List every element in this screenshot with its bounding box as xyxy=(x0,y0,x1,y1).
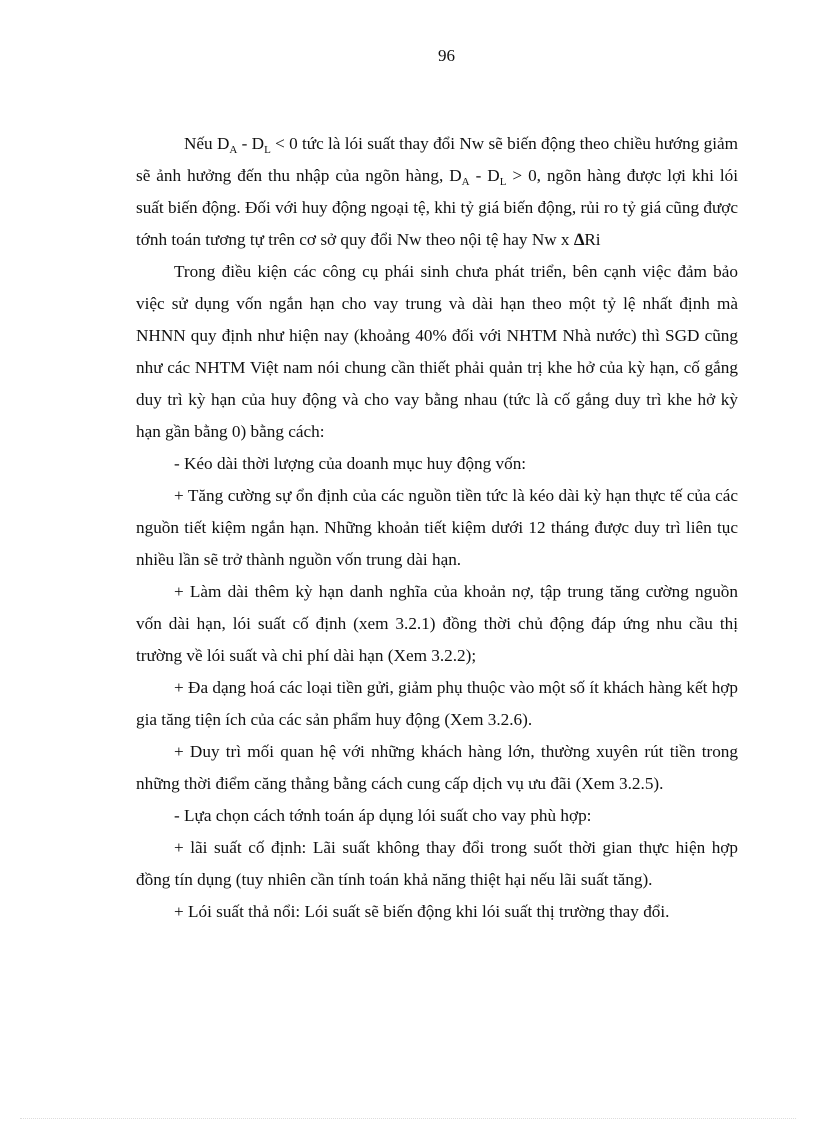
text-segment: - D xyxy=(469,166,500,185)
text-segment: Nếu D xyxy=(184,134,230,153)
paragraph: + Làm dài thêm kỳ hạn danh nghĩa của khoản nợ, tập trung tăng cường nguồn vốn dài hạn, lói suất cố định (xem 3.2.1) đồng thời chủ động đáp ứng nhu cầu thị trường về lói suất và chi phí dài hạn (Xem 3.2.2); xyxy=(136,582,738,665)
paragraph-interest-gap xyxy=(136,128,738,256)
text-segment: < 0 tức là lói suất thay đổi Nw sẽ biến động theo chiều hướng giảm sẽ ảnh hưởng đến thu nhập của ngõn hàng, D xyxy=(136,134,738,185)
subscript-a: A xyxy=(229,144,238,156)
paragraph: + Tăng cường sự ổn định của các nguồn tiền tức là kéo dài kỳ hạn thực tế của các nguồn tiết kiệm ngắn hạn. Những khoản tiết kiệm dưới 12 tháng được duy trì liên tục nhiều lần sẽ trở thành nguồn vốn trung dài hạn. xyxy=(136,486,738,569)
text-segment: > 0, ngõn hàng được lợi khi lói suất biến động. Đối với huy động ngoại tệ, khi tỷ giá biến động, rủi ro tỷ giá cũng được tớnh toán tương tự trên cơ sở quy đổi Nw theo nội tệ hay Nw x xyxy=(136,166,738,249)
paragraph: + Lói suất thả nổi: Lói suất sẽ biến động khi lói suất thị trường thay đổi. xyxy=(174,902,670,921)
paragraph: + Đa dạng hoá các loại tiền gửi, giảm phụ thuộc vào một số ít khách hàng kết hợp gia tăng tiện ích của các sản phẩm huy động (Xem 3.2.6). xyxy=(136,678,738,729)
page-bottom-divider xyxy=(20,1118,796,1119)
delta-symbol: ∆ xyxy=(573,230,585,249)
paragraph: Trong điều kiện các công cụ phái sinh chưa phát triển, bên cạnh việc đảm bảo việc sử dụng vốn ngắn hạn cho vay trung và dài hạn theo một tỷ lệ nhất định mà NHNN quy định như hiện nay (khoảng 40% đối với NHTM Nhà nước) thì SGD cũng như các NHTM Việt nam nói chung cần thiết phải quản trị khe hở của kỳ hạn, cố gắng duy trì kỳ hạn của huy động và cho vay bằng nhau (tức là cố gắng duy trì khe hở kỳ hạn gần bằng 0) bằng cách: xyxy=(136,262,738,441)
paragraph: - Lựa chọn cách tớnh toán áp dụng lói suất cho vay phù hợp: xyxy=(174,806,592,825)
subscript-l: L xyxy=(499,176,507,188)
subscript-a: A xyxy=(461,176,470,188)
text-segment: - D xyxy=(237,134,265,153)
document-body xyxy=(136,128,738,928)
page-number: 96 xyxy=(438,46,455,65)
paragraph: + lãi suất cố định: Lãi suất không thay đổi trong suốt thời gian thực hiện hợp đồng tín dụng (tuy nhiên cần tính toán khả năng thiệt hại nếu lãi suất tăng). xyxy=(136,838,738,889)
subscript-l: L xyxy=(264,144,271,156)
paragraph: + Duy trì mối quan hệ với những khách hàng lớn, thường xuyên rút tiền trong những thời điểm căng thẳng bằng cách cung cấp dịch vụ ưu đãi (Xem 3.2.5). xyxy=(136,742,738,793)
paragraph: - Kéo dài thời lượng của doanh mục huy động vốn: xyxy=(174,454,527,473)
text-segment: Ri xyxy=(584,230,601,249)
